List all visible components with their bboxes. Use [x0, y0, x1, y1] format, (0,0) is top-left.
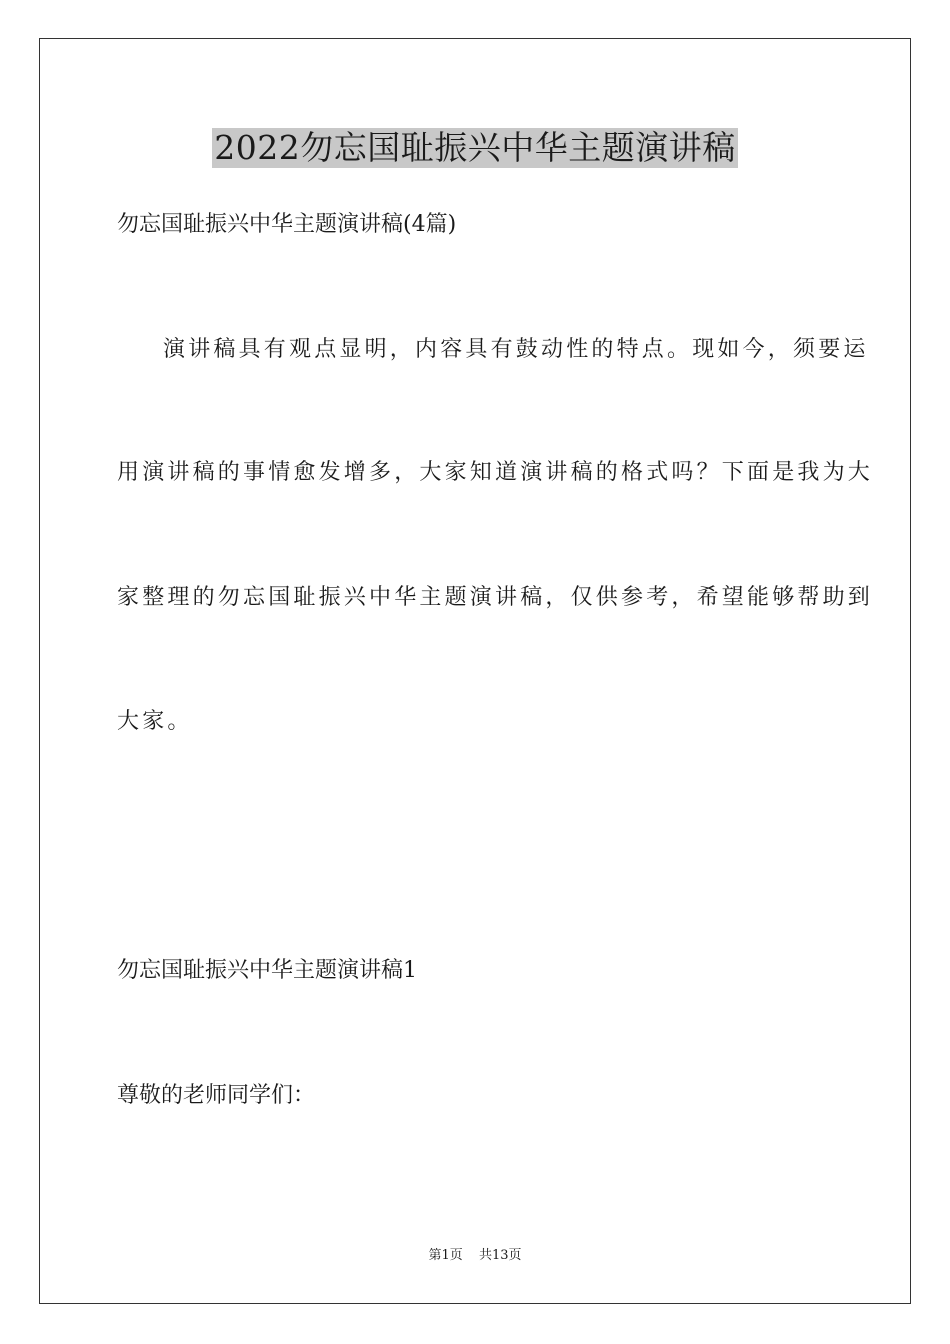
document-title: 2022勿忘国耻振兴中华主题演讲稿: [214, 128, 736, 167]
intro-line-1: 演讲稿具有观点显明，内容具有鼓动性的特点。现如今，须要运: [163, 337, 869, 362]
document-subtitle: 勿忘国耻振兴中华主题演讲稿(4篇): [117, 212, 457, 237]
section-heading: 勿忘国耻振兴中华主题演讲稿1: [117, 958, 417, 983]
salutation: 尊敬的老师同学们：: [117, 1083, 316, 1108]
page-total: 共13页: [478, 1248, 522, 1263]
title-container: [0, 128, 950, 168]
intro-line-3: 家整理的勿忘国耻振兴中华主题演讲稿，仅供参考，希望能够帮助到: [117, 585, 874, 610]
page-number: 第1页: [428, 1248, 463, 1263]
page-footer: [0, 1246, 950, 1266]
intro-line-4: 大家。: [117, 709, 193, 734]
intro-line-2: 用演讲稿的事情愈发增多，大家知道演讲稿的格式吗？下面是我为大: [117, 460, 874, 485]
